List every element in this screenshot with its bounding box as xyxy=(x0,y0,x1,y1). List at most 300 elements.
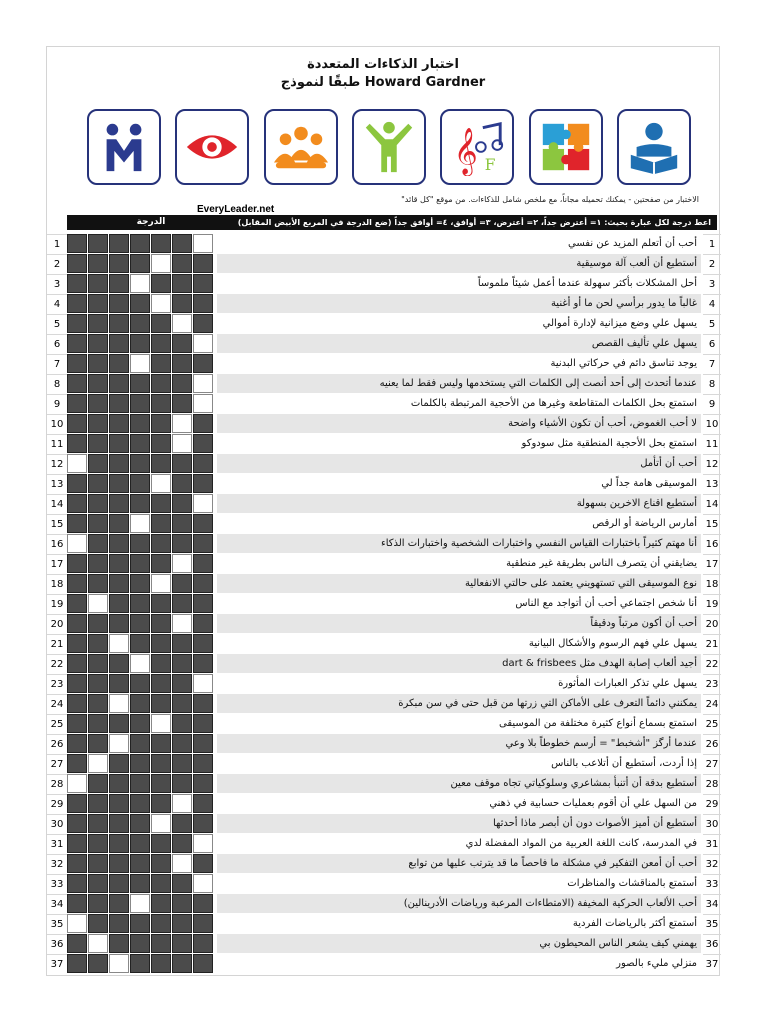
grade-blocked-cell xyxy=(88,774,108,793)
statement-text: غالباً ما يدور برأسي لحن ما أو أغنية xyxy=(217,294,701,313)
eye-icon xyxy=(175,109,249,185)
grade-cells xyxy=(67,334,214,354)
grade-blocked-cell xyxy=(88,294,108,313)
grade-blocked-cell xyxy=(172,374,192,393)
row-number-right: 5 xyxy=(703,314,721,334)
row-number-left: 37 xyxy=(47,954,67,974)
grade-input-cell[interactable] xyxy=(109,734,129,753)
table-row xyxy=(47,834,721,854)
grade-input-cell[interactable] xyxy=(130,514,150,533)
grade-blocked-cell xyxy=(151,334,171,353)
grade-cells xyxy=(67,874,214,894)
grade-input-cell[interactable] xyxy=(67,534,87,553)
grade-blocked-cell xyxy=(130,434,150,453)
grade-blocked-cell xyxy=(88,374,108,393)
row-number-right: 15 xyxy=(703,514,721,534)
grade-cells xyxy=(67,354,214,374)
grade-blocked-cell xyxy=(151,234,171,253)
statement-text: أمارس الرياضة أو الرقص xyxy=(217,514,701,533)
statement-text: أستمتع بالمناقشات والمناظرات xyxy=(217,874,701,893)
grade-blocked-cell xyxy=(151,374,171,393)
grade-blocked-cell xyxy=(67,434,87,453)
statement-text: أحب الألعاب الحركية المخيفة (الامتطاءات المرعبة ورياضات الأدرينالين) xyxy=(217,894,701,913)
grade-blocked-cell xyxy=(130,634,150,653)
grade-blocked-cell xyxy=(130,314,150,333)
grade-blocked-cell xyxy=(109,874,129,893)
grade-blocked-cell xyxy=(109,594,129,613)
grade-blocked-cell xyxy=(88,894,108,913)
grade-blocked-cell xyxy=(109,574,129,593)
table-row xyxy=(47,354,721,374)
grade-input-cell[interactable] xyxy=(151,474,171,493)
grade-blocked-cell xyxy=(67,314,87,333)
table-row xyxy=(47,874,721,894)
row-number-left: 14 xyxy=(47,494,67,514)
grade-cells xyxy=(67,554,214,574)
grade-blocked-cell xyxy=(67,654,87,673)
grade-cells xyxy=(67,534,214,554)
statement-text: يضايقني أن يتصرف الناس بطريقة غير منطقية xyxy=(217,554,701,573)
grade-blocked-cell xyxy=(67,354,87,373)
grade-input-cell[interactable] xyxy=(88,934,108,953)
table-row xyxy=(47,574,721,594)
grade-blocked-cell xyxy=(88,454,108,473)
grade-blocked-cell xyxy=(130,754,150,773)
grade-blocked-cell xyxy=(151,834,171,853)
table-row xyxy=(47,554,721,574)
grade-blocked-cell xyxy=(130,554,150,573)
grade-cells xyxy=(67,434,214,454)
grade-blocked-cell xyxy=(88,534,108,553)
grade-input-cell[interactable] xyxy=(151,294,171,313)
statement-text: في المدرسة، كانت اللغة العربية من المواد المفضلة لدي xyxy=(217,834,701,853)
grade-blocked-cell xyxy=(67,494,87,513)
grade-blocked-cell xyxy=(109,374,129,393)
statement-text: يوجد تناسق دائم في حركاتي البدنية xyxy=(217,354,701,373)
row-number-right: 25 xyxy=(703,714,721,734)
grade-cells xyxy=(67,414,214,434)
grade-blocked-cell xyxy=(193,634,213,653)
grade-input-cell[interactable] xyxy=(130,274,150,293)
grade-blocked-cell xyxy=(67,274,87,293)
row-number-left: 30 xyxy=(47,814,67,834)
grade-blocked-cell xyxy=(172,234,192,253)
grade-blocked-cell xyxy=(151,534,171,553)
grade-blocked-cell xyxy=(109,514,129,533)
table-row xyxy=(47,934,721,954)
grade-blocked-cell xyxy=(109,854,129,873)
row-number-left: 22 xyxy=(47,654,67,674)
row-number-right: 14 xyxy=(703,494,721,514)
grade-blocked-cell xyxy=(193,554,213,573)
grade-blocked-cell xyxy=(151,914,171,933)
grade-blocked-cell xyxy=(172,914,192,933)
table-row xyxy=(47,374,721,394)
table-row xyxy=(47,674,721,694)
table-row xyxy=(47,234,721,254)
row-number-left: 23 xyxy=(47,674,67,694)
grade-cells xyxy=(67,894,214,914)
grade-cells xyxy=(67,694,214,714)
statement-text: منزلي مليء بالصور xyxy=(217,954,701,973)
table-row xyxy=(47,274,721,294)
grade-blocked-cell xyxy=(151,454,171,473)
table-row xyxy=(47,474,721,494)
grade-blocked-cell xyxy=(88,474,108,493)
statement-text: استمتع بحل الأحجية المنطقية مثل سودوكو xyxy=(217,434,701,453)
grade-blocked-cell xyxy=(88,554,108,573)
grade-input-cell[interactable] xyxy=(67,774,87,793)
row-number-left: 5 xyxy=(47,314,67,334)
grade-blocked-cell xyxy=(151,414,171,433)
grade-blocked-cell xyxy=(130,794,150,813)
table-row xyxy=(47,494,721,514)
grade-blocked-cell xyxy=(172,494,192,513)
row-number-right: 11 xyxy=(703,434,721,454)
statement-text: أستطيع بدقة أن أتنبأ بمشاعري وسلوكياتي تجاه موقف معين xyxy=(217,774,701,793)
row-number-left: 24 xyxy=(47,694,67,714)
grade-blocked-cell xyxy=(151,614,171,633)
grade-blocked-cell xyxy=(151,514,171,533)
grade-blocked-cell xyxy=(67,834,87,853)
row-number-right: 30 xyxy=(703,814,721,834)
grade-cells xyxy=(67,794,214,814)
grade-input-cell[interactable] xyxy=(172,314,192,333)
grade-blocked-cell xyxy=(193,914,213,933)
table-row xyxy=(47,794,721,814)
grade-blocked-cell xyxy=(193,414,213,433)
statement-text: أنا شخص اجتماعي أحب أن أتواجد مع الناس xyxy=(217,594,701,613)
grade-blocked-cell xyxy=(151,754,171,773)
row-number-right: 24 xyxy=(703,694,721,714)
grade-blocked-cell xyxy=(151,434,171,453)
grade-input-cell[interactable] xyxy=(151,574,171,593)
grade-cells xyxy=(67,474,214,494)
grade-blocked-cell xyxy=(109,394,129,413)
grade-input-cell[interactable] xyxy=(151,814,171,833)
grade-blocked-cell xyxy=(172,634,192,653)
grade-input-cell[interactable] xyxy=(130,654,150,673)
intrapersonal-person-icon xyxy=(87,109,161,185)
grade-input-cell[interactable] xyxy=(130,354,150,373)
grade-blocked-cell xyxy=(193,314,213,333)
row-number-right: 3 xyxy=(703,274,721,294)
grade-cells xyxy=(67,394,214,414)
row-number-left: 6 xyxy=(47,334,67,354)
grade-input-cell[interactable] xyxy=(109,694,129,713)
table-row xyxy=(47,714,721,734)
row-number-right: 26 xyxy=(703,734,721,754)
grade-blocked-cell xyxy=(67,694,87,713)
grade-input-cell[interactable] xyxy=(172,614,192,633)
grade-blocked-cell xyxy=(109,294,129,313)
table-row xyxy=(47,534,721,554)
row-number-left: 28 xyxy=(47,774,67,794)
grade-input-cell[interactable] xyxy=(67,914,87,933)
table-row xyxy=(47,254,721,274)
grade-blocked-cell xyxy=(88,574,108,593)
statement-text: إذا أردت، أستطيع أن أتلاعب بالناس xyxy=(217,754,701,773)
row-number-left: 35 xyxy=(47,914,67,934)
row-number-right: 12 xyxy=(703,454,721,474)
grade-cells xyxy=(67,514,214,534)
grade-input-cell[interactable] xyxy=(172,414,192,433)
grade-blocked-cell xyxy=(193,654,213,673)
table-header xyxy=(67,215,717,230)
statement-text: أحل المشكلات بأكثر سهولة عندما أعمل شيئاً ملموساً xyxy=(217,274,701,293)
grade-blocked-cell xyxy=(193,734,213,753)
grade-blocked-cell xyxy=(193,934,213,953)
grade-cells xyxy=(67,674,214,694)
grade-blocked-cell xyxy=(67,854,87,873)
statement-text: أستطيع أن ألعب آلة موسيقية xyxy=(217,254,701,273)
grade-cells xyxy=(67,774,214,794)
website-link[interactable]: EveryLeader.net xyxy=(197,204,275,215)
grade-blocked-cell xyxy=(130,854,150,873)
row-number-left: 27 xyxy=(47,754,67,774)
grade-cells xyxy=(67,734,214,754)
row-number-left: 17 xyxy=(47,554,67,574)
table-row xyxy=(47,594,721,614)
grade-blocked-cell xyxy=(130,254,150,273)
row-number-left: 8 xyxy=(47,374,67,394)
statement-text: أنا مهتم كثيراً باختبارات القياس النفسي واختبارات الشخصية واختبارات الذكاء xyxy=(217,534,701,553)
grade-blocked-cell xyxy=(193,894,213,913)
puzzle-pieces-icon xyxy=(529,109,603,185)
grade-cells xyxy=(67,314,214,334)
row-number-left: 21 xyxy=(47,634,67,654)
table-row xyxy=(47,814,721,834)
grade-blocked-cell xyxy=(172,954,192,973)
row-number-right: 16 xyxy=(703,534,721,554)
row-number-left: 3 xyxy=(47,274,67,294)
row-number-right: 32 xyxy=(703,854,721,874)
grade-input-cell[interactable] xyxy=(172,794,192,813)
grade-blocked-cell xyxy=(67,754,87,773)
grade-blocked-cell xyxy=(130,714,150,733)
grade-cells xyxy=(67,654,214,674)
reader-book-icon xyxy=(617,109,691,185)
row-number-right: 34 xyxy=(703,894,721,914)
grade-blocked-cell xyxy=(109,254,129,273)
grade-blocked-cell xyxy=(130,694,150,713)
row-number-left: 7 xyxy=(47,354,67,374)
grade-blocked-cell xyxy=(172,294,192,313)
table-row xyxy=(47,854,721,874)
grade-blocked-cell xyxy=(151,494,171,513)
grade-blocked-cell xyxy=(151,314,171,333)
grade-input-cell[interactable] xyxy=(193,494,213,513)
grade-input-cell[interactable] xyxy=(109,954,129,973)
grade-blocked-cell xyxy=(130,834,150,853)
body-movement-icon xyxy=(352,109,426,185)
grade-input-cell[interactable] xyxy=(172,554,192,573)
row-number-left: 9 xyxy=(47,394,67,414)
statement-text: أستمتع أكثر بالرياضات الفردية xyxy=(217,914,701,933)
statement-text: يسهل علي تذكر العبارات المأثورة xyxy=(217,674,701,693)
test-sheet xyxy=(46,46,720,976)
grade-blocked-cell xyxy=(67,514,87,533)
grade-blocked-cell xyxy=(88,334,108,353)
grade-blocked-cell xyxy=(88,234,108,253)
page-subtitle: طبقًا لنموذج Howard Gardner xyxy=(280,75,486,90)
grade-blocked-cell xyxy=(88,954,108,973)
grade-blocked-cell xyxy=(172,694,192,713)
grade-blocked-cell xyxy=(88,614,108,633)
grade-blocked-cell xyxy=(193,514,213,533)
row-number-right: 29 xyxy=(703,794,721,814)
statement-text: أستطيع اقناع الاخرين بسهولة xyxy=(217,494,701,513)
row-number-right: 2 xyxy=(703,254,721,274)
grade-cells xyxy=(67,294,214,314)
grade-blocked-cell xyxy=(172,594,192,613)
grade-blocked-cell xyxy=(151,874,171,893)
row-number-right: 19 xyxy=(703,594,721,614)
grade-blocked-cell xyxy=(109,914,129,933)
grade-blocked-cell xyxy=(130,294,150,313)
grade-blocked-cell xyxy=(88,694,108,713)
table-row xyxy=(47,914,721,934)
grade-blocked-cell xyxy=(67,334,87,353)
table-row xyxy=(47,654,721,674)
row-number-left: 2 xyxy=(47,254,67,274)
grade-blocked-cell xyxy=(88,414,108,433)
row-number-right: 13 xyxy=(703,474,721,494)
grade-cells xyxy=(67,634,214,654)
grade-input-cell[interactable] xyxy=(151,254,171,273)
grade-input-cell[interactable] xyxy=(88,594,108,613)
row-number-right: 8 xyxy=(703,374,721,394)
grade-blocked-cell xyxy=(130,474,150,493)
grade-blocked-cell xyxy=(193,534,213,553)
grade-blocked-cell xyxy=(67,414,87,433)
row-number-right: 22 xyxy=(703,654,721,674)
row-number-left: 11 xyxy=(47,434,67,454)
grade-input-cell[interactable] xyxy=(193,834,213,853)
grade-blocked-cell xyxy=(109,774,129,793)
statement-text: يسهل علي تأليف القصص xyxy=(217,334,701,353)
grade-blocked-cell xyxy=(172,934,192,953)
grade-blocked-cell xyxy=(88,674,108,693)
grade-input-cell[interactable] xyxy=(88,754,108,773)
grade-blocked-cell xyxy=(88,654,108,673)
row-number-right: 23 xyxy=(703,674,721,694)
grade-blocked-cell xyxy=(172,814,192,833)
grade-blocked-cell xyxy=(193,434,213,453)
table-row xyxy=(47,434,721,454)
grade-blocked-cell xyxy=(172,714,192,733)
table-row xyxy=(47,754,721,774)
grade-input-cell[interactable] xyxy=(109,634,129,653)
grade-blocked-cell xyxy=(193,814,213,833)
grade-blocked-cell xyxy=(109,234,129,253)
grade-blocked-cell xyxy=(67,734,87,753)
grade-blocked-cell xyxy=(151,954,171,973)
grade-blocked-cell xyxy=(172,654,192,673)
grade-blocked-cell xyxy=(109,754,129,773)
row-number-right: 27 xyxy=(703,754,721,774)
grade-blocked-cell xyxy=(193,714,213,733)
grade-input-cell[interactable] xyxy=(67,454,87,473)
grade-blocked-cell xyxy=(67,474,87,493)
grade-blocked-cell xyxy=(67,814,87,833)
grade-input-cell[interactable] xyxy=(193,334,213,353)
grade-blocked-cell xyxy=(67,234,87,253)
grade-blocked-cell xyxy=(151,674,171,693)
grade-cells xyxy=(67,954,214,974)
grade-blocked-cell xyxy=(172,334,192,353)
grade-blocked-cell xyxy=(151,394,171,413)
grade-cells xyxy=(67,374,214,394)
grade-blocked-cell xyxy=(130,494,150,513)
grade-blocked-cell xyxy=(109,674,129,693)
grade-blocked-cell xyxy=(109,414,129,433)
grade-blocked-cell xyxy=(130,334,150,353)
grade-blocked-cell xyxy=(193,454,213,473)
row-number-left: 26 xyxy=(47,734,67,754)
grade-blocked-cell xyxy=(109,274,129,293)
grade-blocked-cell xyxy=(193,794,213,813)
grade-blocked-cell xyxy=(130,674,150,693)
grade-blocked-cell xyxy=(88,494,108,513)
grade-input-cell[interactable] xyxy=(193,234,213,253)
statement-text: أستطيع أن أميز الأصوات دون أن أبصر ماذا أحدثها xyxy=(217,814,701,833)
grade-blocked-cell xyxy=(109,494,129,513)
grade-input-cell[interactable] xyxy=(151,714,171,733)
table-row xyxy=(47,734,721,754)
grade-blocked-cell xyxy=(130,874,150,893)
grade-input-cell[interactable] xyxy=(172,854,192,873)
table-row xyxy=(47,294,721,314)
grade-input-cell[interactable] xyxy=(172,434,192,453)
grade-blocked-cell xyxy=(172,894,192,913)
row-number-left: 34 xyxy=(47,894,67,914)
grade-blocked-cell xyxy=(109,714,129,733)
table-row xyxy=(47,954,721,974)
music-notes-icon xyxy=(440,109,514,185)
grade-cells xyxy=(67,274,214,294)
grade-blocked-cell xyxy=(67,554,87,573)
grade-blocked-cell xyxy=(151,934,171,953)
table-row xyxy=(47,774,721,794)
row-number-left: 33 xyxy=(47,874,67,894)
statement-text: استمتع بحل الكلمات المتقاطعة وغيرها من الأحجية المرتبطة بالكلمات xyxy=(217,394,701,413)
grade-blocked-cell xyxy=(172,394,192,413)
row-number-right: 33 xyxy=(703,874,721,894)
grade-blocked-cell xyxy=(88,314,108,333)
statement-text: يسهل علي فهم الرسوم والأشكال البيانية xyxy=(217,634,701,653)
grade-blocked-cell xyxy=(130,394,150,413)
grade-input-cell[interactable] xyxy=(130,894,150,913)
grade-blocked-cell xyxy=(151,274,171,293)
grade-blocked-cell xyxy=(88,434,108,453)
row-number-left: 32 xyxy=(47,854,67,874)
grade-input-cell[interactable] xyxy=(193,374,213,393)
grade-input-cell[interactable] xyxy=(193,674,213,693)
grade-input-cell[interactable] xyxy=(193,874,213,893)
grade-blocked-cell xyxy=(151,854,171,873)
grade-blocked-cell xyxy=(88,354,108,373)
svg-text:F: F xyxy=(485,156,496,175)
row-number-left: 1 xyxy=(47,234,67,254)
grade-blocked-cell xyxy=(88,634,108,653)
grade-blocked-cell xyxy=(151,654,171,673)
statement-text: استمتع بسماع أنواع كثيرة مختلفة من الموسيقى xyxy=(217,714,701,733)
row-number-left: 20 xyxy=(47,614,67,634)
table-row xyxy=(47,614,721,634)
grade-input-cell[interactable] xyxy=(193,394,213,413)
table-row xyxy=(47,394,721,414)
